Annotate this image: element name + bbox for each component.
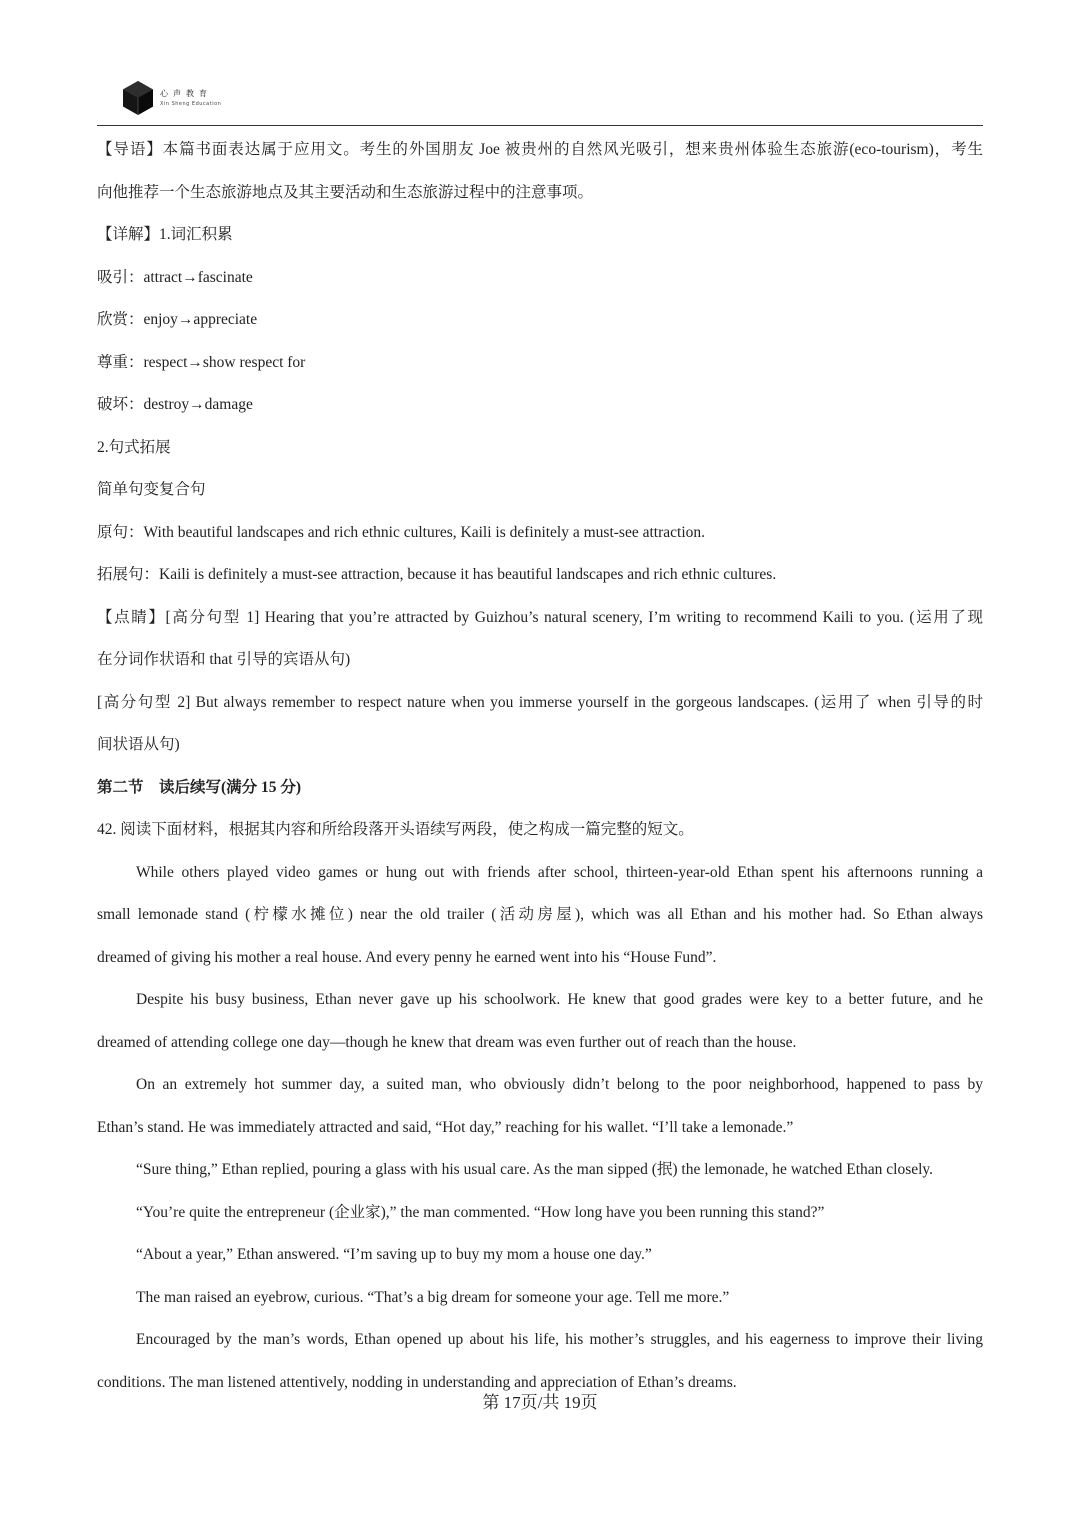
vocab-item-respect: 尊重：respect→show respect for: [97, 353, 306, 371]
header-divider: [97, 125, 983, 126]
highlight-sentence-1-note: 在分词作状语和 that 引导的宾语从句): [97, 651, 351, 668]
story-paragraph-line: While others played video games or hung out with friends after school, thirteen-year-old Ethan spent his afternoons running a: [136, 863, 983, 881]
story-paragraph-line: Ethan’s stand. He was immediately attracted and said, “Hot day,” reaching for his wallet. “I’ll take a lemonade.”: [97, 1118, 794, 1136]
story-paragraph-line: “You’re quite the entrepreneur (企业家),” the man commented. “How long have you been running this stand?”: [136, 1203, 825, 1221]
story-paragraph-line: Despite his busy business, Ethan never gave up his schoolwork. He knew that good grades were key to a better future, and he: [136, 991, 983, 1008]
document-body: [97, 129, 983, 1404]
story-paragraph-line: On an extremely hot summer day, a suited man, who obviously didn’t belong to the poor neighborhood, happened to pass by: [136, 1076, 983, 1093]
highlight-sentence-1: 【点睛】[高分句型 1] Hearing that you’re attracted by Guizhou’s natural scenery, I’m writing to recommend Kaili to you. (运用了现: [97, 608, 983, 626]
story-paragraph-line: dreamed of attending college one day—though he knew that dream was even further out of reach than the house.: [97, 1033, 797, 1051]
logo-chinese-name: 心声教育: [160, 89, 212, 98]
page-number: 第 17页/共 19页: [482, 1393, 598, 1412]
story-paragraph-line: “Sure thing,” Ethan replied, pouring a glass with his usual care. As the man sipped (抿) the lemonade, he watched Ethan closely.: [136, 1161, 934, 1178]
logo-text: [160, 88, 221, 108]
vocab-item-enjoy: 欣赏：enjoy→appreciate: [97, 311, 258, 328]
story-paragraph-line: “About a year,” Ethan answered. “I’m saving up to buy my mom a house one day.”: [136, 1246, 652, 1263]
logo-english-name: Xin Sheng Education: [160, 101, 222, 107]
sentence-expansion-heading: 2.句式拓展: [97, 438, 171, 456]
story-paragraph-line: The man raised an eyebrow, curious. “That’s a big dream for someone your age. Tell me more.”: [136, 1288, 730, 1306]
original-sentence: 原句：With beautiful landscapes and rich ethnic cultures, Kaili is definitely a must-see attraction.: [97, 523, 705, 541]
section-heading: 第二节 读后续写(满分 15 分): [97, 778, 302, 796]
simple-to-complex-heading: 简单句变复合句: [97, 481, 206, 498]
expanded-sentence: 拓展句：Kaili is definitely a must-see attraction, because it has beautiful landscapes and rich ethnic cultures.: [97, 566, 777, 583]
story-paragraph-line: Encouraged by the man’s words, Ethan opened up about his life, his mother’s struggles, and his eagerness to improve their living: [136, 1331, 983, 1348]
story-paragraph-line: small lemonade stand (柠檬水摊位) near the old trailer (活动房屋), which was all Ethan and his mother had. So Ethan always: [97, 906, 983, 923]
detail-heading: 【详解】1.词汇积累: [97, 226, 233, 243]
intro-line-2: 向他推荐一个生态旅游地点及其主要活动和生态旅游过程中的注意事项。: [97, 183, 594, 201]
story-paragraph-line: dreamed of giving his mother a real house. And every penny he earned went into his “House Fund”.: [97, 948, 717, 966]
highlight-sentence-2: [高分句型 2] But always remember to respect nature when you immerse yourself in the gorgeous landscapes. (运用了 when 引导的时: [97, 693, 983, 711]
intro-line-1: 【导语】本篇书面表达属于应用文。考生的外国朋友 Joe 被贵州的自然风光吸引，想来贵州体验生态旅游(eco-tourism)，考生: [97, 141, 983, 158]
vocab-item-attract: 吸引：attract→fascinate: [97, 268, 253, 286]
page-header: [122, 78, 221, 118]
vocab-item-destroy: 破坏：destroy→damage: [97, 396, 253, 413]
highlight-sentence-2-note: 间状语从句): [97, 736, 180, 753]
question-42-instruction: 42. 阅读下面材料，根据其内容和所给段落开头语续写两段，使之构成一篇完整的短文。: [97, 821, 694, 838]
logo-cube-icon: [122, 80, 154, 116]
story-paragraph-line: conditions. The man listened attentively, nodding in understanding and appreciation of Ethan’s dreams.: [97, 1373, 737, 1391]
